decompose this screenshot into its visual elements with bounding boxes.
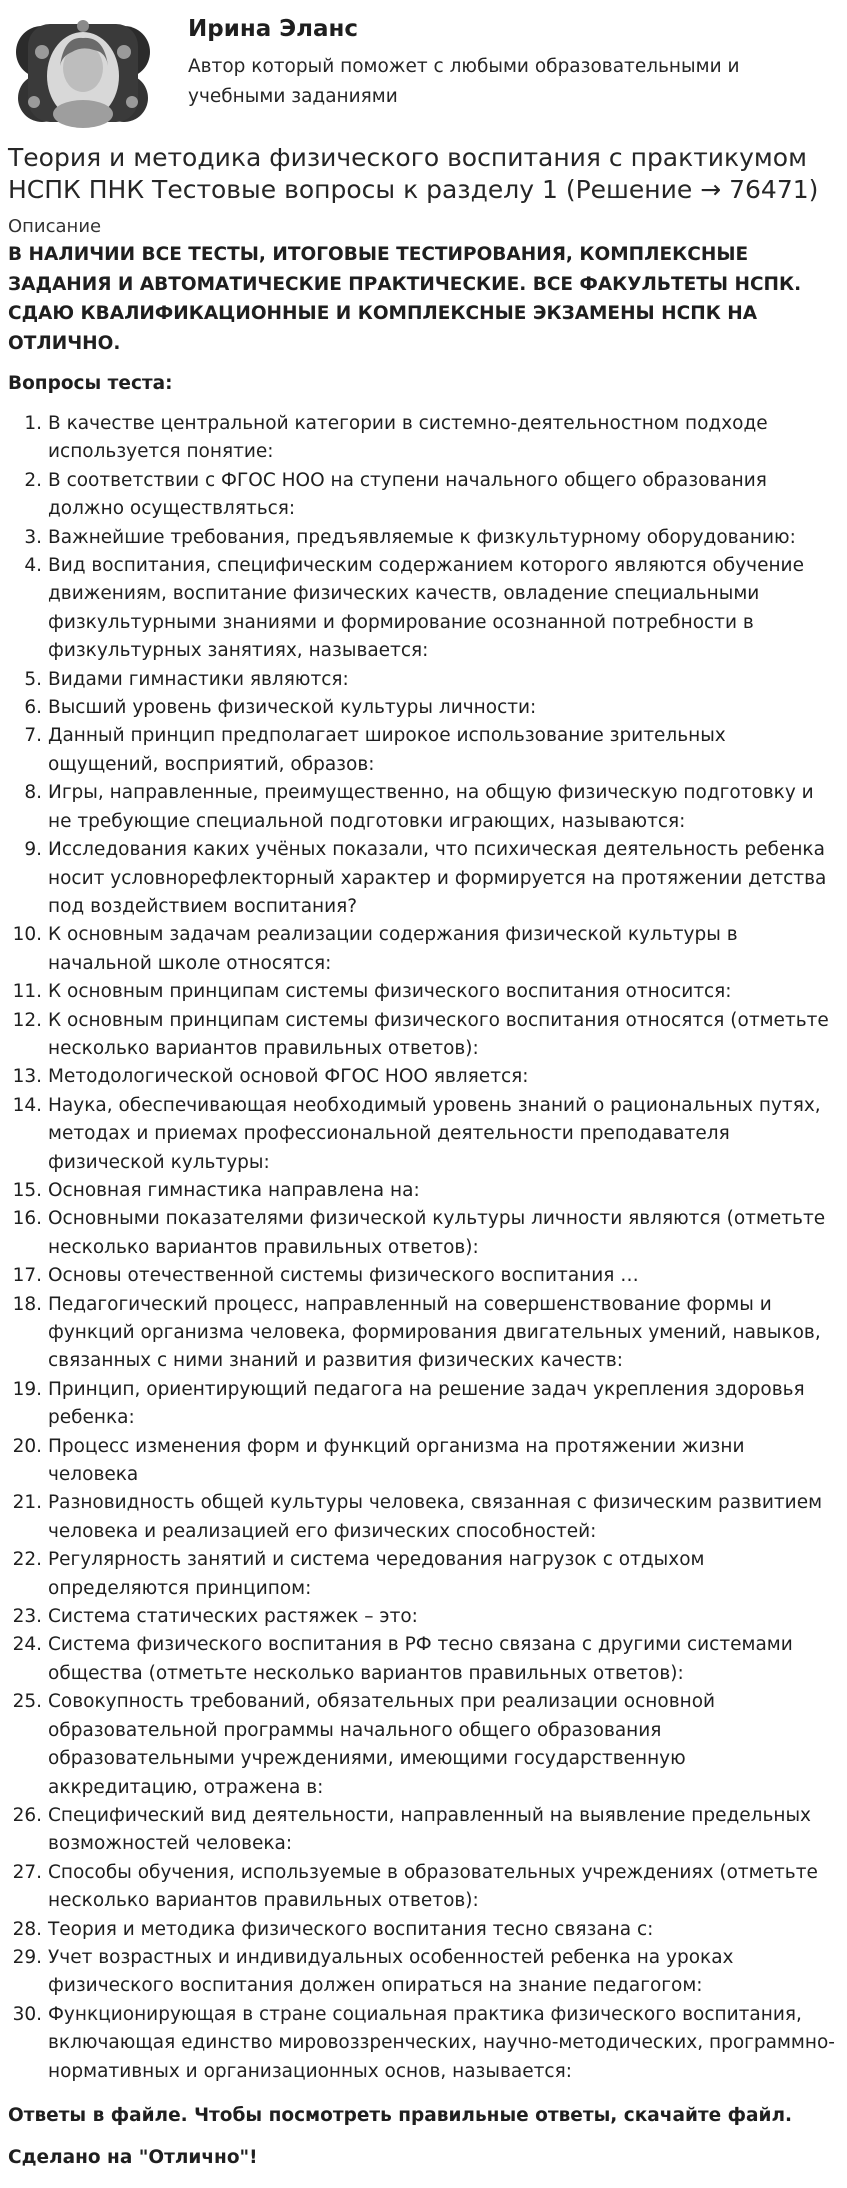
questions-heading: Вопросы теста: [8,373,173,394]
question-item [8,1433,839,1490]
question-item [8,1802,839,1859]
question-number: 11. [12,981,42,1003]
author-description: Автор который поможет с любыми образовательными и учебными заданиями [188,56,740,107]
question-item [8,1944,839,2001]
question-item [8,1688,839,1802]
question-text: Учет возрастных и индивидуальных особенностей ребенка на уроках физического воспитания должен опираться на знание педагогом: [48,1946,734,1997]
question-text: Процесс изменения форм и функций организма на протяжении жизни человека [48,1435,745,1486]
question-text: Основная гимнастика направлена на: [48,1179,420,1201]
question-number: 20. [12,1435,42,1457]
question-item [8,921,839,978]
question-number: 13. [12,1066,42,1088]
question-item [8,1092,839,1177]
question-number: 18. [12,1293,42,1315]
question-item [8,1007,839,1064]
question-number: 24. [12,1634,42,1656]
question-item [8,1291,839,1376]
question-item [8,666,839,694]
question-item [8,1916,839,1944]
question-text: Разновидность общей культуры человека, связанная с физическим развитием человека и реализацией его физических способностей: [48,1492,823,1542]
question-text: Высший уровень физической культуры личности: [48,697,537,719]
question-text: Регулярность занятий и система чередования нагрузок с отдыхом определяются принципом: [48,1549,705,1599]
question-number: 26. [12,1804,42,1826]
question-text: Теория и методика физического воспитания тесно связана с: [48,1918,654,1940]
question-text: Наука, обеспечивающая необходимый уровень знаний о рациональных путях, методах и приемах профессиональной деятельности преподавателя физической культуры: [48,1094,821,1173]
question-text: Основы отечественной системы физического воспитания … [48,1265,639,1287]
question-item [8,1546,839,1603]
question-number: 14. [12,1094,42,1116]
question-text: Система статических растяжек – это: [48,1606,418,1628]
question-text: Методологической основой ФГОС НОО является: [48,1066,529,1088]
question-text: Данный принцип предполагает широкое использование зрительных ощущений, восприятий, образов: [48,725,726,775]
done-note: Сделано на "Отлично"! [8,2146,258,2168]
question-item [8,779,839,836]
question-text: Система физического воспитания в РФ тесно связана с другими системами общества (отметьте несколько вариантов правильных ответов): [48,1634,793,1684]
question-item [8,1603,839,1631]
question-item [8,1859,839,1916]
question-item [8,1205,839,1262]
question-item [8,1262,839,1290]
questions-list [8,410,839,2086]
question-item [8,836,839,921]
question-number: 29. [12,1946,42,1968]
question-number: 15. [12,1179,42,1201]
question-text: В качестве центральной категории в системно-деятельностном подходе используется понятие: [48,413,768,463]
question-text: Исследования каких учёных показали, что психическая деятельность ребенка носит условнорефлекторный характер и формируется на протяжении детства под воздействием воспитания? [48,839,827,917]
author-avatar[interactable] [8,6,158,132]
question-item [8,722,839,779]
question-item [8,524,839,552]
description-text: В НАЛИЧИИ ВСЕ ТЕСТЫ, ИТОГОВЫЕ ТЕСТИРОВАНИЯ, КОМПЛЕКСНЫЕ ЗАДАНИЯ И АВТОМАТИЧЕСКИЕ ПРАКТИЧЕСКИЕ. ВСЕ ФАКУЛЬТЕТЫ НСПК. СДАЮ КВАЛИФИКАЦИОННЫЕ И КОМПЛЕКСНЫЕ ЭКЗАМЕНЫ НСПК НА ОТЛИЧНО. [8,244,802,354]
question-number: 1. [24,413,42,434]
question-item [8,552,839,666]
question-text: Способы обучения, используемые в образовательных учреждениях (отметьте несколько вариантов правильных ответов): [48,1861,818,1912]
question-item [8,1631,839,1688]
question-number: 4. [24,555,42,577]
question-text: В соответствии с ФГОС НОО на ступени начального общего образования должно осуществляться: [48,469,767,520]
question-text: Важнейшие требования, предъявляемые к физкультурному оборудованию: [48,526,796,548]
question-number: 6. [24,697,42,719]
question-item [8,1489,839,1546]
question-number: 7. [24,725,42,747]
question-number: 19. [12,1378,42,1400]
question-number: 9. [24,839,42,861]
question-text: К основным принципам системы физического воспитания относится: [48,981,732,1003]
question-text: Функционирующая в стране социальная практика физического воспитания, включающая единство мировоззренческих, научно-методических, программно-нормативных и организационных основ, называется: [48,2003,835,2082]
question-number: 21. [12,1492,42,1514]
question-number: 3. [24,526,42,548]
question-item [8,410,839,467]
question-number: 16. [12,1208,42,1230]
question-number: 2. [24,469,42,491]
question-number: 25. [12,1691,42,1713]
question-number: 8. [24,782,42,804]
question-number: 27. [12,1861,42,1883]
question-text: К основным принципам системы физического воспитания относятся (отметьте несколько вариантов правильных ответов): [48,1009,829,1059]
question-text: Специфический вид деятельности, направленный на выявление предельных возможностей человека: [48,1804,811,1855]
question-item [8,2001,839,2086]
question-item [8,467,839,524]
author-info [188,6,788,112]
question-item [8,1376,839,1433]
question-item [8,694,839,722]
question-number: 12. [12,1009,42,1031]
question-number: 23. [12,1606,42,1628]
description-label: Описание [8,216,102,237]
question-number: 28. [12,1918,42,1940]
question-text: Основными показателями физической культуры личности являются (отметьте несколько вариантов правильных ответов): [48,1208,826,1258]
author-name[interactable]: Ирина Эланс [188,16,359,42]
answers-note: Ответы в файле. Чтобы посмотреть правильные ответы, скачайте файл. [8,2104,793,2126]
question-number: 10. [12,924,42,946]
question-item [8,1063,839,1091]
question-text: Игры, направленные, преимущественно, на общую физическую подготовку и не требующие специальной подготовки играющих, называются: [48,782,814,832]
question-number: 17. [12,1265,42,1287]
question-number: 22. [12,1549,42,1571]
question-text: Принцип, ориентирующий педагога на решение задач укрепления здоровья ребенка: [48,1378,805,1429]
page-title: Теория и методика физического воспитания с практикумом НСПК ПНК Тестовые вопросы к разделу 1 (Решение → 76471) [8,143,819,204]
question-item [8,978,839,1006]
question-item [8,1177,839,1205]
question-text: К основным задачам реализации содержания физической культуры в начальной школе относятся: [48,924,738,974]
question-text: Совокупность требований, обязательных при реализации основной образовательной программы начального общего образования образовательными учреждениями, имеющими государственную аккредитацию, отражена в: [48,1691,716,1798]
question-number: 5. [24,668,42,690]
question-number: 30. [12,2003,42,2025]
question-text: Педагогический процесс, направленный на совершенствование формы и функций организма человека, формирования двигательных умений, навыков, связанных с ними знаний и развития физических качеств: [48,1293,821,1372]
question-text: Вид воспитания, специфическим содержанием которого являются обучение движениям, воспитание физических качеств, овладение специальными физкультурными знаниями и формирование осознанной потребности в физкультурных занятиях, называется: [48,555,804,662]
question-text: Видами гимнастики являются: [48,668,349,690]
author-card [8,0,839,136]
